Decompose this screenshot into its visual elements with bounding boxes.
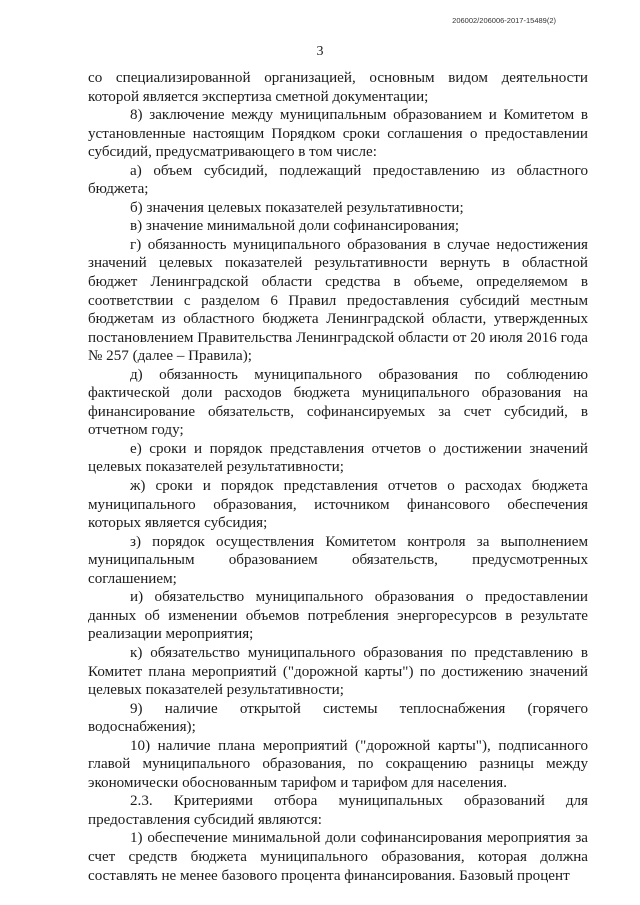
paragraph-item-9: 9) наличие открытой системы теплоснабжения (горячего водоснабжения); [88, 700, 588, 736]
paragraph-item-8: 8) заключение между муниципальным образованием и Комитетом в установленные настоящим Порядком сроки соглашения о предоставлении субсидий, предусматривающего в том числе: [88, 107, 588, 161]
paragraph-criterion-1: 1) обеспечение минимальной доли софинансирования мероприятия за счет средств бюджета муниципального образования, которая должна составлять не менее базового процента финансирования. Базовый процент [88, 830, 588, 884]
paragraph-subitem-v: в) значение минимальной доли софинансирования; [130, 218, 460, 235]
page-number: 3 [316, 44, 324, 59]
paragraph-item-10: 10) наличие плана мероприятий ("дорожной карты"), подписанного главой муниципального образования, по сокращению разницы между экономически обоснованным тарифом и тарифом для населения. [88, 737, 588, 791]
paragraph-continuation: со специализированной организацией, основным видом деятельности которой является экспертиза сметной документации; [88, 70, 588, 105]
paragraph-subitem-d: д) обязанность муниципального образования по соблюдению фактической доли расходов бюджета муниципального образования на финансирование обязательств, софинансируемых за счет субсидий, в отчетном году; [88, 366, 588, 439]
paragraph-subitem-z: з) порядок осуществления Комитетом контроля за выполнением муниципальным образованием обязательств, предусмотренных соглашением; [88, 533, 588, 587]
paragraph-subitem-g: г) обязанность муниципального образования в случае недостижения значений целевых показателей результативности вернуть в областной бюджет Ленинградской области средства в объеме, определяемом в соответствии с разделом 6 Правил предоставления субсидий местным бюджетам из областного бюджета Ленинградской области, утвержденных постановлением Правительства Ленинградской области от 20 июля 2016 года № 257 (далее – Правила); [88, 236, 588, 365]
paragraph-subitem-e: е) сроки и порядок представления отчетов о достижении значений целевых показателей результативности; [88, 440, 588, 476]
paragraph-subitem-b: б) значения целевых показателей результативности; [130, 199, 464, 216]
paragraph-subitem-k: к) обязательство муниципального образования по представлению в Комитет плана мероприятий ("дорожной карты") по достижению значений целевых показателей результативности; [88, 644, 588, 699]
document-body [88, 69, 588, 885]
paragraph-subitem-a: а) объем субсидий, подлежащий предоставлению из областного бюджета; [88, 162, 588, 198]
paragraph-subitem-i: и) обязательство муниципального образования о предоставлении данных об изменении объемов потребления энергоресурсов в результате реализации мероприятия; [88, 589, 588, 643]
document-id: 206002/206006-2017-15489(2) [452, 16, 556, 25]
paragraph-section-2-3: 2.3. Критериями отбора муниципальных образований для предоставления субсидий являются: [88, 793, 588, 828]
paragraph-subitem-zh: ж) сроки и порядок представления отчетов о расходах бюджета муниципального образования, источником финансового обеспечения которых является субсидия; [88, 478, 588, 532]
